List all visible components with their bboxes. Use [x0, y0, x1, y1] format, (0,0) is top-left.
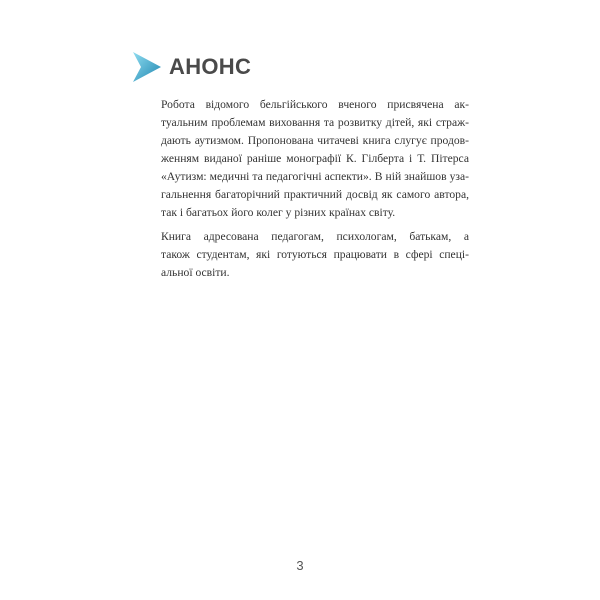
arrow-chevron-icon: [133, 52, 161, 82]
section-title: АНОНС: [169, 54, 252, 79]
text-line: альної освіти.: [161, 266, 230, 279]
text-line: дають аутизмом. Пропонована читачеві книга слугує продов-: [161, 134, 469, 147]
paragraph-1: [137, 96, 469, 222]
body-text: [137, 96, 469, 288]
text-line: гальнення багаторічний практичний досвід як самого автора,: [161, 188, 469, 201]
text-line: також студентам, які готуються працювати в сфері спеці-: [161, 248, 469, 261]
text-line: так і багатьох його колег у різних країнах світу.: [161, 206, 396, 219]
text-line: Книга адресована педагогам, психологам, батькам, а: [161, 230, 469, 243]
text-line: туальним проблемам виховання та розвитку дітей, які страж-: [161, 116, 469, 129]
text-line: женням виданої раніше монографії К. Гілберта і Т. Пітерса: [161, 152, 469, 165]
paragraph-2: [137, 228, 469, 282]
section-heading: [133, 50, 251, 84]
page-number: 3: [296, 558, 304, 573]
text-line: Робота відомого бельгійського вченого присвячена ак-: [161, 98, 469, 111]
text-line: «Аутизм: медичні та педагогічні аспекти». В ній знайшов уза-: [161, 170, 469, 183]
